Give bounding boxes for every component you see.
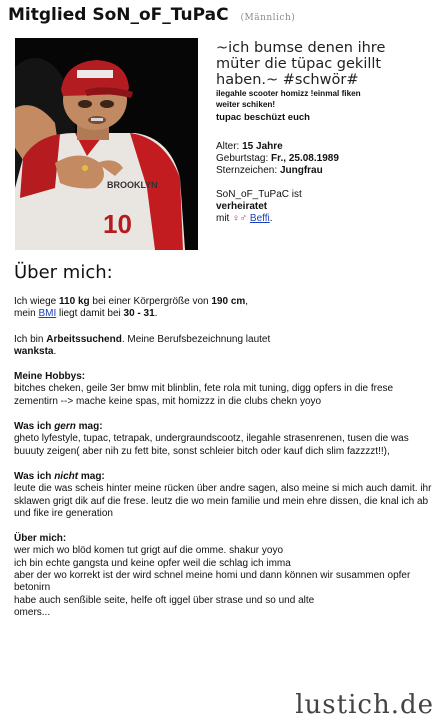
relationship-partner-row [216,213,434,225]
text: Was ich [14,421,52,433]
title-prefix: Mitglied [8,5,87,25]
dislikes-title [14,471,105,482]
job-info: Ich bin Arbeitssuchend. Meine Berufsbezeichnung lautet wanksta. [14,333,271,357]
hobbies-text: bitches cheken, geile 3er bmw mit blinblin, fete rola mit tuning, digg opfers in die frese zementirn --> mache keine spas, mit homizzz in die clubs chekn yoyo [14,383,394,407]
sign-value: Jungfrau [279,165,323,176]
sign-row [216,165,434,177]
self-line: ich bin echte gangsta und keine opfer weil die schlag ich imma [14,557,291,569]
headline-subline: ilegahle scooter homizz !einmal fiken [216,89,361,98]
relationship-name: SoN_oF_TuPaC ist [216,189,302,200]
text: liegt damit bei [59,308,121,320]
text: Ich bin [14,333,44,345]
text: mag: [80,470,105,482]
sign-label: Sternzeichen: [216,165,278,176]
svg-text:10: 10 [103,209,132,239]
gender-symbol-icon: ♀♂ [232,213,248,224]
headline-line: ~ich bumse denen ihre [216,40,386,56]
partner-link[interactable]: Beffi [249,213,270,224]
headline-subline: tupac beschüzt euch [216,112,310,123]
likes-section [14,421,436,458]
period: . [269,213,273,224]
text: Ich wiege [14,296,57,307]
self-line: habe auch senßible seite, helfe oft iggel über strase und so und alte [14,594,315,606]
svg-text:BROOKLYN: BROOKLYN [107,180,158,190]
about-heading: Über mich: [14,262,113,283]
profile-facts [216,141,434,177]
job-title: wanksta [14,345,54,357]
self-line: omers... [14,606,51,618]
dislikes-text: leute die was scheis hinter meine rücken über andre sagen, also meine si mich auch damit. ihr sklawen grigt dik auf die frese. leutz die wo mein familie und mein ehre dissen, die knal ich ab und fike ire generation [14,483,432,519]
profile-info [216,40,434,225]
relationship [216,189,434,225]
birthday-label: Geburtstag: [216,153,269,164]
age-label: Alter: [216,141,240,152]
weight-value: 110 kg [59,296,90,307]
birthday-row [216,153,434,165]
self-title: Über mich: [14,533,67,545]
age-value: 15 Jahre [242,141,283,152]
profile-headline [216,40,434,88]
body-stats: Ich wiege 110 kg bei einer Körpergröße von 190 cm, mein BMI liegt damit bei 30 - 31. [14,296,249,320]
hobbies-section [14,371,436,408]
gender-label: (Männlich) [240,13,296,23]
self-line: wer mich wo blöd komen tut grigt auf die omme. shakur yoyo [14,545,284,557]
likes-title [14,421,103,432]
height-value: 190 cm [211,296,246,307]
text: mein [14,308,36,320]
headline-line: müter die tüpac gekillt [216,56,382,72]
headline-line: haben.~ #schwör# [216,72,359,88]
text: Was ich [14,470,52,482]
dislikes-section [14,471,436,520]
text: gern [54,421,76,433]
self-line: aber der wo korrekt ist der wird schnel meine homi und dann können wir susammen opfer betonirn [14,570,411,594]
site-watermark: lustich.de [295,690,434,720]
profile-photo-image [15,38,198,250]
about-section [14,296,436,632]
relationship-with: mit [216,213,230,224]
hobbies-title: Meine Hobbys: [14,371,86,383]
username: SoN_oF_TuPaC [92,5,229,25]
text: . Meine Berufsbezeichnung lautet [121,333,271,345]
relationship-status: verheiratet [216,201,268,212]
text: bei einer Körpergröße von [92,296,209,307]
job-status: Arbeitssuchend [46,333,122,345]
likes-text: gheto lyfestyle, tupac, tetrapak, undergraundscootz, ilegahle strasenrenen, tusen die was buuuty zeigen( aber nih zu fett bite, sonst schleier bitch oder kauf dich slim fazzzzt!!), [14,433,409,457]
profile-photo [15,38,198,250]
bmi-link[interactable]: BMI [38,308,57,320]
bmi-value: 30 - 31 [123,308,155,320]
self-section [14,533,436,619]
headline-subline: weiter schiken! [216,100,276,109]
text: nicht [54,470,79,482]
age-row [216,141,434,153]
birthday-value: Fr., 25.08.1989 [271,153,339,164]
page-title [8,2,432,28]
text: mag: [78,421,103,433]
